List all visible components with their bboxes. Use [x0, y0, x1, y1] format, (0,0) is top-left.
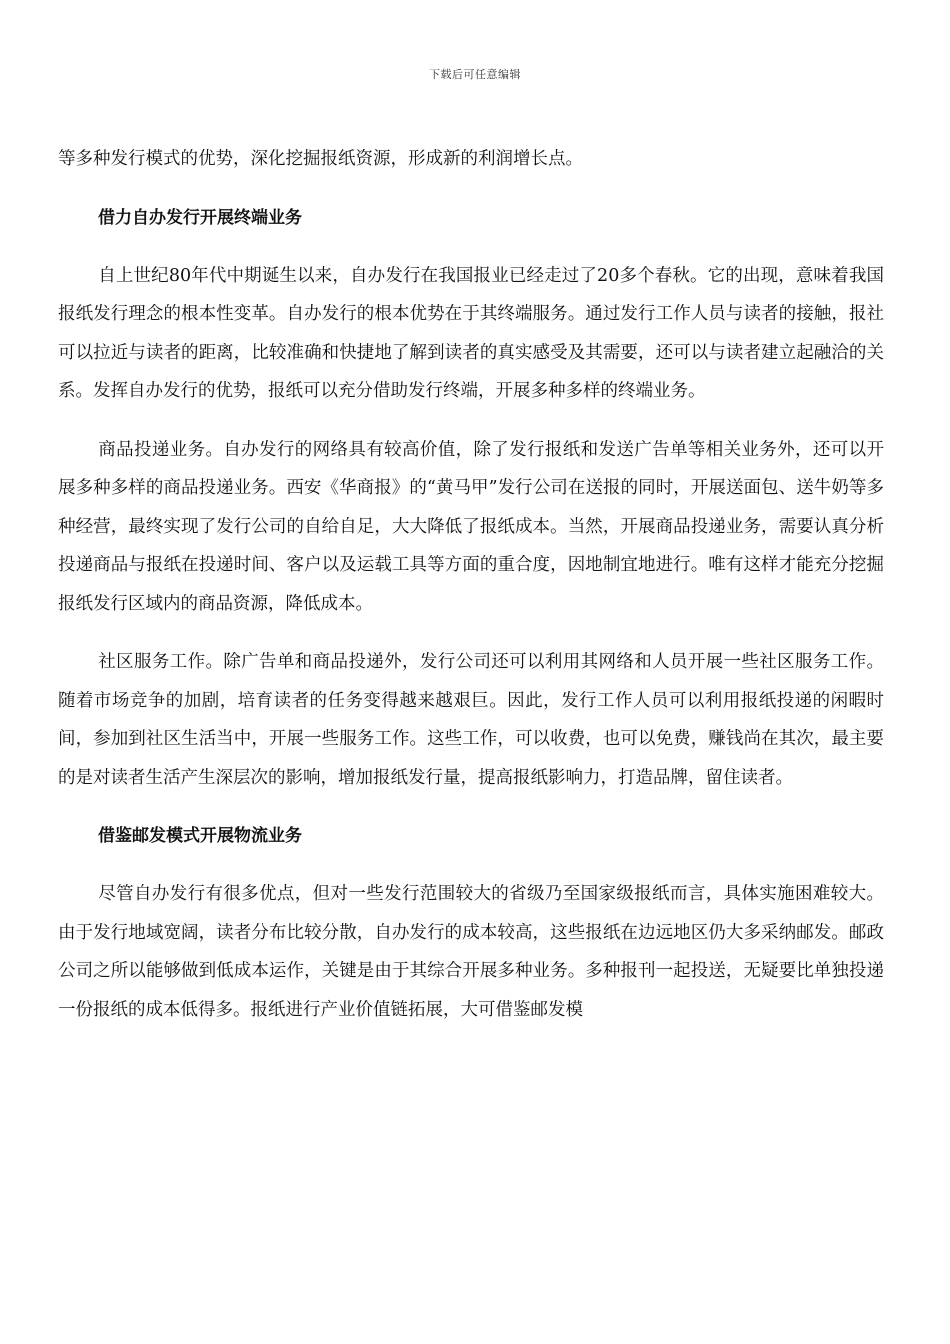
section-heading-logistics-business: 借鉴邮发模式开展物流业务: [98, 826, 302, 846]
document-body: [58, 140, 884, 1049]
paragraph-goods-delivery: 商品投递业务。自办发行的网络具有较高价值，除了发行报纸和发送广告单等相关业务外，还可以开展多种多样的商品投递业务。西安《华商报》的“黄马甲”发行公司在送报的同时，开展送面包、送牛奶等多种经营，最终实现了发行公司的自给自足，大大降低了报纸成本。当然，开展商品投递业务，需要认真分析投递商品与报纸在投递时间、客户以及运载工具等方面的重合度，因地制宜地进行。唯有这样才能充分挖掘报纸发行区域内的商品资源，降低成本。: [58, 439, 884, 614]
paragraph-community-service: 社区服务工作。除广告单和商品投递外，发行公司还可以利用其网络和人员开展一些社区服务工作。随着市场竞争的加剧，培育读者的任务变得越来越艰巨。因此，发行工作人员可以利用报纸投递的闲暇时间，参加到社区生活当中，开展一些服务工作。这些工作，可以收费，也可以免费，赚钱尚在其次，最主要的是对读者生活产生深层次的影响，增加报纸发行量，提高报纸影响力，打造品牌，留住读者。: [58, 652, 884, 788]
section-heading-terminal-business: 借力自办发行开展终端业务: [98, 207, 302, 228]
paragraph-postal-model: 尽管自办发行有很多优点，但对一些发行范围较大的省级乃至国家级报纸而言，具体实施困难较大。由于发行地域宽阔，读者分布比较分散，自办发行的成本较高，这些报纸在边远地区仍大多采纳邮发。邮政公司之所以能够做到低成本运作，关键是由于其综合开展多种业务。多种报刊一起投送，无疑要比单独投递一份报纸的成本低得多。报纸进行产业价值链拓展，大可借鉴邮发模: [58, 884, 884, 1020]
paragraph-continuation: 等多种发行模式的优势，深化挖掘报纸资源，形成新的利润增长点。: [58, 149, 583, 169]
header-note: 下载后可任意编辑: [429, 68, 521, 81]
paragraph-self-distribution: 自上世纪80年代中期诞生以来，自办发行在我国报业已经走过了20多个春秋。它的出现，意味着我国报纸发行理念的根本性变革。自办发行的根本优势在于其终端服务。通过发行工作人员与读者的接触，报社可以拉近与读者的距离，比较准确和快捷地了解到读者的真实感受及其需要，还可以与读者建立起融洽的关系。发挥自办发行的优势，报纸可以充分借助发行终端，开展多种多样的终端业务。: [58, 265, 884, 401]
